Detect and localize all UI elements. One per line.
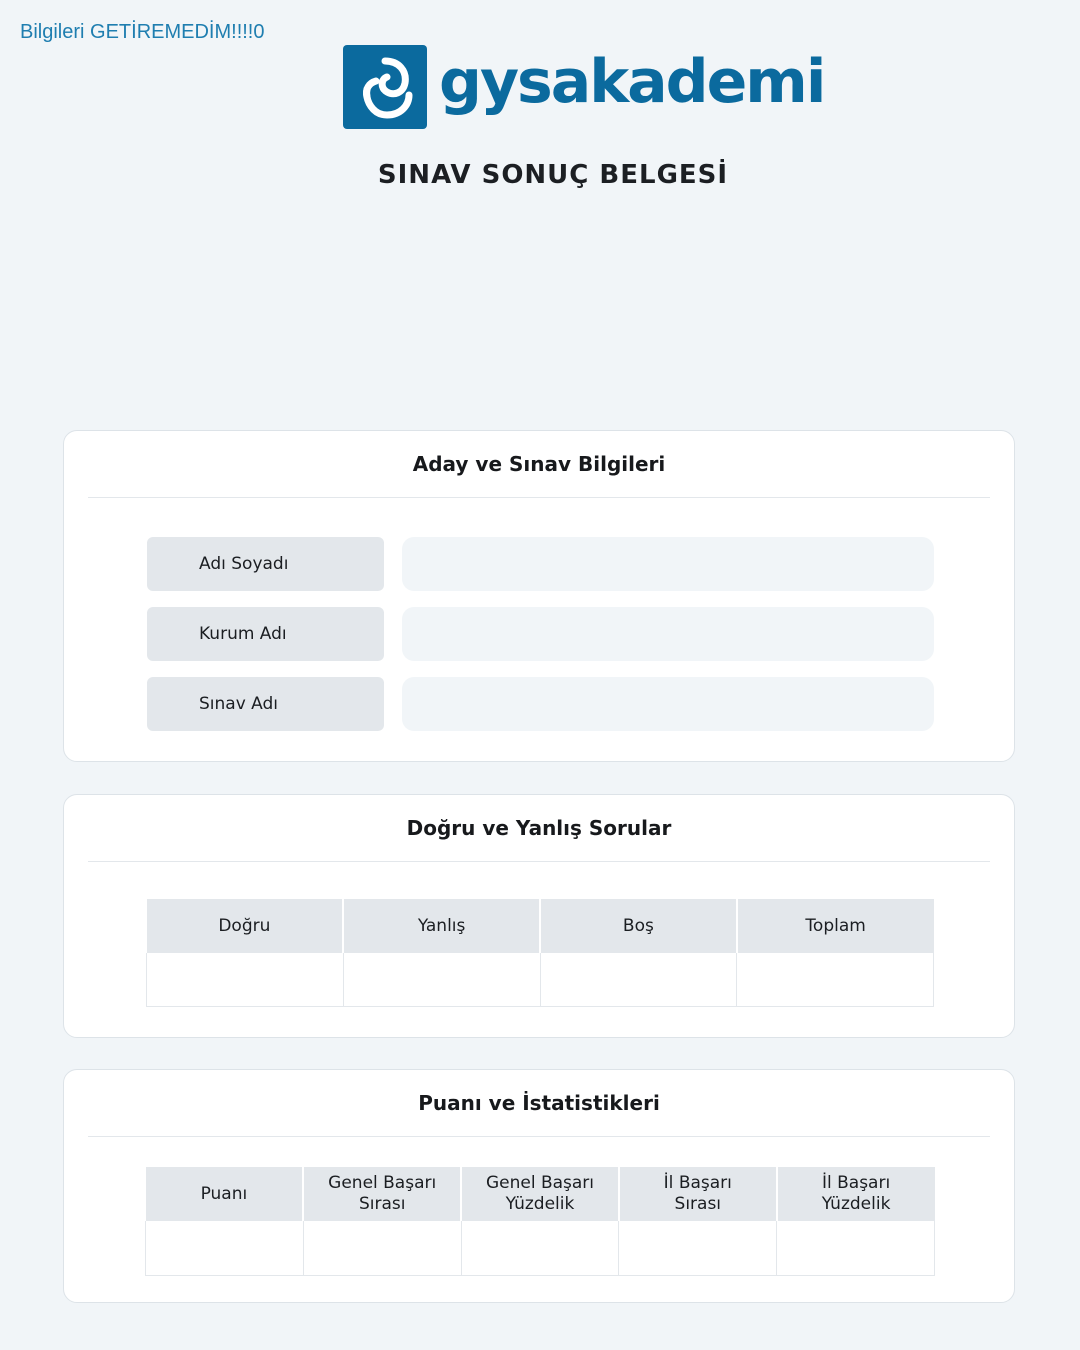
value-province-rank	[619, 1221, 777, 1276]
column-header-wrong: Yanlış	[343, 899, 540, 953]
scores-header-row	[146, 1167, 935, 1221]
value-general-percentile	[461, 1221, 619, 1276]
info-row-exam	[147, 677, 934, 731]
value-general-rank	[303, 1221, 461, 1276]
answers-header-row	[147, 899, 934, 953]
answers-card	[63, 794, 1015, 1038]
value-total	[737, 953, 934, 1007]
column-header-province-percentile-line1: İl Başarı	[821, 1173, 891, 1193]
value-province-percentile	[777, 1221, 935, 1276]
candidate-info-card	[63, 430, 1015, 762]
info-row-name	[147, 537, 934, 591]
column-header-general-percentile-line1: Genel Başarı	[485, 1173, 595, 1193]
info-label-institution: Kurum Adı	[147, 607, 384, 661]
info-value-exam	[402, 677, 934, 731]
column-header-general-rank	[303, 1167, 461, 1221]
column-header-empty: Boş	[540, 899, 737, 953]
page-title: SINAV SONUÇ BELGESİ	[377, 160, 729, 190]
column-header-province-rank-line2: Sırası	[674, 1194, 722, 1214]
info-row-institution	[147, 607, 934, 661]
column-header-province-percentile	[777, 1167, 935, 1221]
column-header-general-rank-line2: Sırası	[358, 1194, 406, 1214]
column-header-score	[146, 1167, 304, 1221]
answers-value-row	[147, 953, 934, 1007]
column-header-general-rank-line1: Genel Başarı	[328, 1173, 437, 1193]
column-header-general-percentile-line2: Yüzdelik	[505, 1194, 575, 1214]
column-header-correct: Doğru	[147, 899, 344, 953]
value-empty	[540, 953, 737, 1007]
gys-swirl-icon	[343, 45, 427, 129]
column-header-score-line1: Puanı	[200, 1183, 248, 1204]
info-label-exam: Sınav Adı	[147, 677, 384, 731]
logo-text: gysakademi	[439, 47, 825, 117]
gysakademi-logo[interactable]	[343, 45, 825, 131]
error-message: Bilgileri GETİREMEDİM!!!!0	[20, 21, 265, 43]
column-header-province-rank	[619, 1167, 777, 1221]
scores-card	[63, 1069, 1015, 1303]
column-header-province-percentile-line2: Yüzdelik	[821, 1194, 891, 1214]
info-label-name: Adı Soyadı	[147, 537, 384, 591]
scores-value-row	[146, 1221, 935, 1276]
info-value-institution	[402, 607, 934, 661]
answers-title: Doğru ve Yanlış Sorular	[88, 795, 990, 862]
scores-title: Puanı ve İstatistikleri	[88, 1070, 990, 1137]
value-correct	[147, 953, 344, 1007]
scores-table	[145, 1167, 935, 1276]
column-header-general-percentile	[461, 1167, 619, 1221]
candidate-info-title: Aday ve Sınav Bilgileri	[88, 431, 990, 498]
value-score	[146, 1221, 304, 1276]
value-wrong	[343, 953, 540, 1007]
answers-table	[146, 899, 934, 1007]
info-value-name	[402, 537, 934, 591]
column-header-province-rank-line1: İl Başarı	[663, 1173, 732, 1193]
column-header-total: Toplam	[737, 899, 934, 953]
